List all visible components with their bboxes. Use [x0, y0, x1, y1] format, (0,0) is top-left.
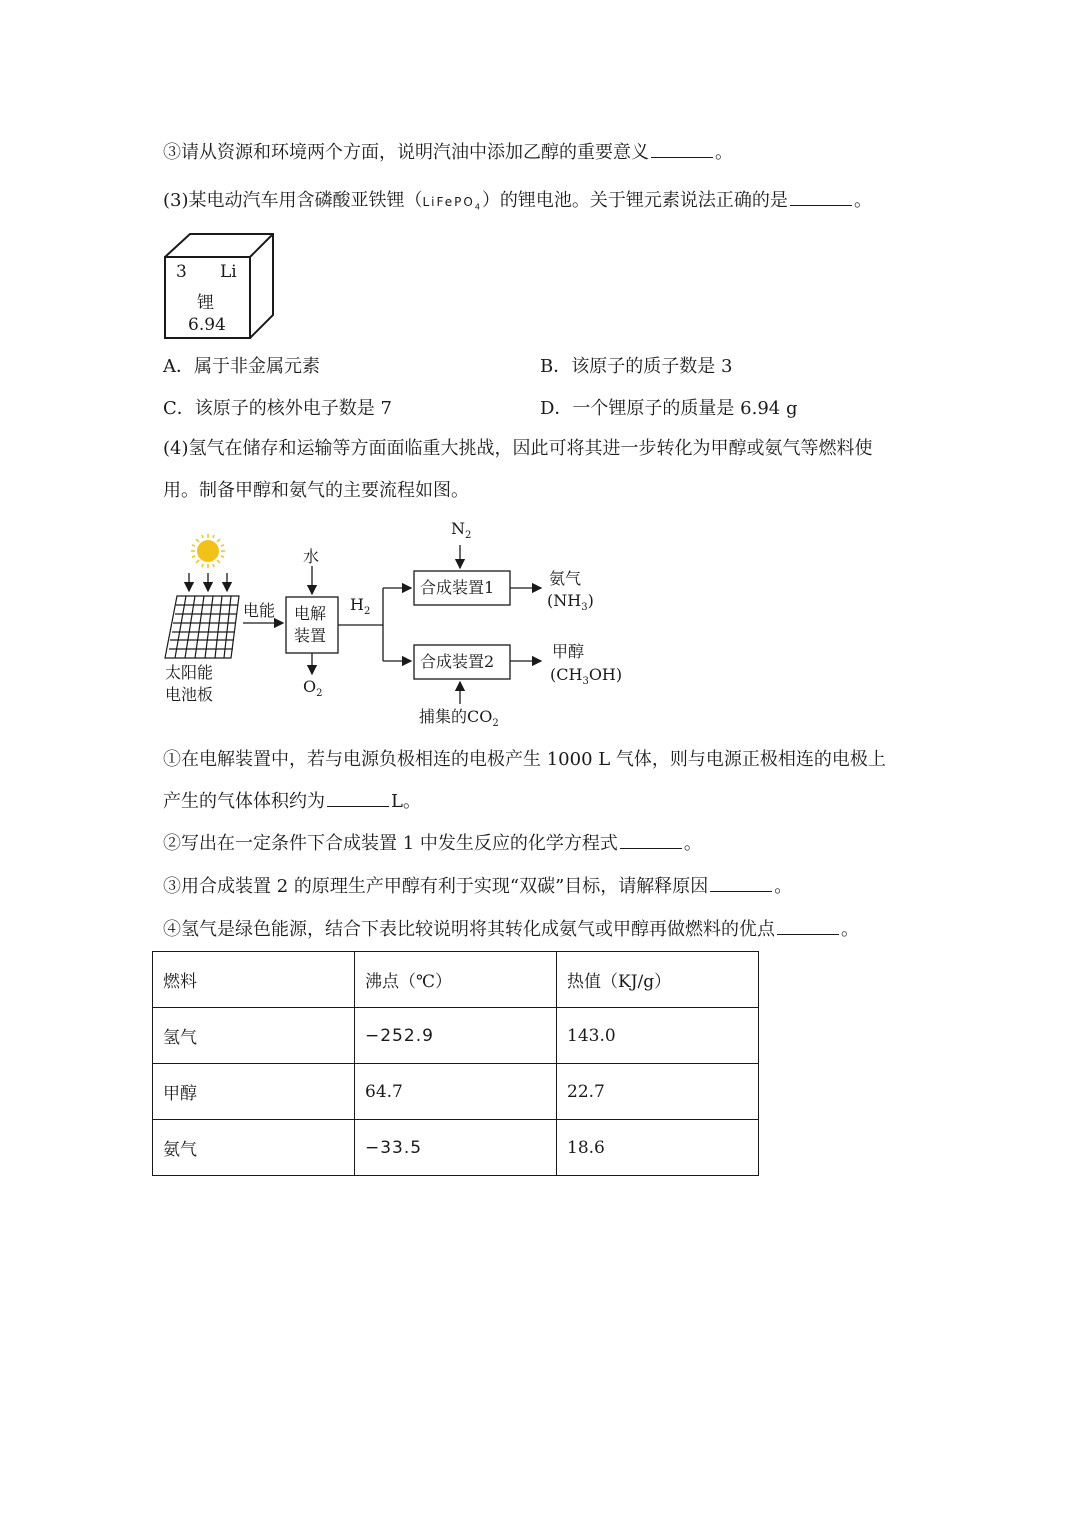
methanol-name: 甲醇 — [552, 642, 585, 661]
cell-heat-value: 143.0 — [557, 1008, 759, 1064]
question-text-b: ）的锂电池。关于锂元素说法正确的是 — [481, 190, 788, 211]
water-label: 水 — [303, 547, 320, 566]
atomic-mass: 6.94 — [188, 315, 226, 335]
solar-panel-icon — [165, 596, 239, 658]
cell-fuel: 氨气 — [153, 1120, 355, 1176]
question-2-3 — [163, 141, 733, 165]
captured-co2-label: 捕集的$CO_2$ — [419, 707, 499, 730]
header-heat-value: 热值（KJ/g） — [557, 952, 759, 1008]
lifepo4-formula: LiFePO$_4$ — [422, 195, 482, 212]
fuel-properties-table — [152, 951, 759, 1176]
cell-fuel: 甲醇 — [153, 1064, 355, 1120]
table-header-row — [153, 952, 759, 1008]
header-boiling-point: 沸点（℃） — [355, 952, 557, 1008]
atomic-number: 3 — [176, 262, 187, 282]
oxygen-label: $O_2$ — [303, 677, 323, 700]
sub-question-1-line2: 产生的气体体积约为 L。 — [163, 791, 421, 812]
sub-question-4: ④氢气是绿色能源，结合下表比较说明将其转化成氨气或甲醇再做燃料的优点 。 — [163, 919, 859, 940]
punctuation: 。 — [715, 142, 733, 163]
sub-question-2: ②写出在一定条件下合成装置 1 中发生反应的化学方程式 。 — [163, 833, 702, 854]
sub-question-1-line1: ①在电解装置中，若与电源负极相连的电极产生 1000 L 气体，则与电源正极相连的电极上 — [163, 749, 886, 770]
answer-blank[interactable] — [710, 875, 772, 892]
answer-blank[interactable] — [327, 790, 389, 807]
nitrogen-label: $N_2$ — [451, 519, 472, 542]
cell-fuel: 氢气 — [153, 1008, 355, 1064]
question-text-a: (3)某电动汽车用含磷酸亚铁锂（ — [163, 190, 423, 211]
question-4-line2: 用。制备甲醇和氨气的主要流程如图。 — [163, 480, 469, 501]
synthesis-unit-2: 合成装置2 — [420, 652, 495, 671]
header-fuel: 燃料 — [153, 952, 355, 1008]
process-flow-diagram — [163, 518, 633, 736]
electrolysis-label-2: 装置 — [294, 626, 327, 645]
cell-boiling-point: −33.5 — [355, 1120, 557, 1176]
hydrogen-label: $H_2$ — [350, 595, 371, 618]
punctuation: 。 — [853, 190, 872, 211]
question-3 — [163, 189, 872, 219]
answer-blank[interactable] — [777, 918, 839, 935]
periodic-element-box — [163, 232, 275, 340]
answer-blank[interactable] — [620, 832, 682, 849]
ammonia-formula: $(NH_3)$ — [547, 591, 594, 614]
electric-energy-label: 电能 — [243, 601, 276, 620]
cell-boiling-point: 64.7 — [355, 1064, 557, 1120]
table-row — [153, 1064, 759, 1120]
option-d[interactable]: D．一个锂原子的质量是 6.94 g — [540, 398, 798, 419]
option-c[interactable]: C．该原子的核外电子数是 7 — [163, 398, 392, 419]
solar-panel-label-1: 太阳能 — [165, 663, 214, 682]
option-b[interactable]: B．该原子的质子数是 3 — [540, 356, 733, 377]
answer-blank[interactable] — [651, 141, 713, 158]
table-row — [153, 1008, 759, 1064]
cell-boiling-point: −252.9 — [355, 1008, 557, 1064]
solar-panel-label-2: 电池板 — [165, 685, 214, 704]
sun-icon — [191, 534, 225, 568]
ammonia-name: 氨气 — [549, 569, 582, 588]
sub-question-3: ③用合成装置 2 的原理生产甲醇有利于实现“双碳”目标，请解释原因 。 — [163, 876, 793, 897]
answer-blank[interactable] — [790, 189, 852, 206]
cell-heat-value: 18.6 — [557, 1120, 759, 1176]
element-symbol: Li — [220, 262, 237, 282]
question-4-line1: (4)氢气在储存和运输等方面面临重大挑战，因此可将其进一步转化为甲醇或氨气等燃料使 — [163, 438, 873, 459]
methanol-formula: $(CH_3OH)$ — [550, 665, 623, 688]
question-text: ③请从资源和环境两个方面，说明汽油中添加乙醇的重要意义 — [163, 142, 649, 163]
synthesis-unit-1: 合成装置1 — [420, 578, 495, 597]
table-row — [153, 1120, 759, 1176]
element-name: 锂 — [197, 293, 214, 313]
electrolysis-label-1: 电解 — [294, 604, 327, 623]
option-a[interactable]: A．属于非金属元素 — [163, 356, 320, 377]
cell-heat-value: 22.7 — [557, 1064, 759, 1120]
